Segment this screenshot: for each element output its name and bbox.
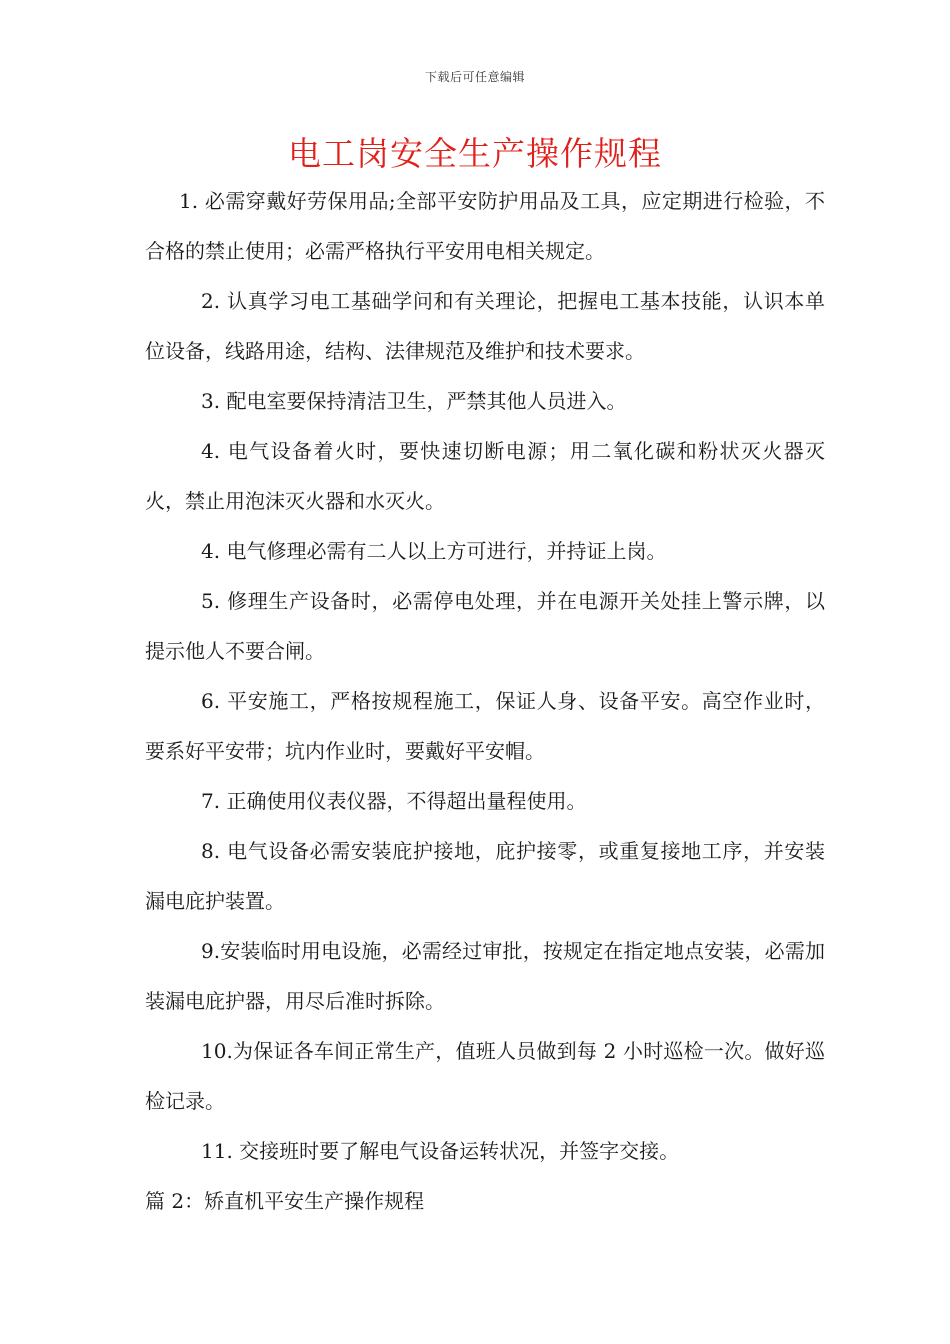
paragraph-item-6: 6. 平安施工，严格按规程施工，保证人身、设备平安。高空作业时，要系好平安带；坑内作业时，要戴好平安帽。 [145, 689, 825, 763]
header-note: 下载后可任意编辑 [424, 70, 525, 84]
paragraph-item-1: 1. 必需穿戴好劳保用品;全部平安防护用品及工具，应定期进行检验，不合格的禁止使用；必需严格执行平安用电相关规定。 [145, 189, 825, 263]
document-title: 电工岗安全生产操作规程 [288, 134, 662, 173]
paragraph-item-10: 10.为保证各车间正常生产，值班人员做到每 2 小时巡检一次。做好巡检记录。 [145, 1039, 825, 1113]
section-heading: 篇 2：矫直机平安生产操作规程 [145, 1189, 425, 1213]
paragraph-item-3: 3. 配电室要保持清洁卫生，严禁其他人员进入。 [201, 389, 627, 413]
paragraph-item-5: 5. 修理生产设备时，必需停电处理，并在电源开关处挂上警示牌，以提示他人不要合闸。 [145, 589, 825, 663]
paragraph-item-11: 11. 交接班时要了解电气设备运转状况，并签字交接。 [201, 1139, 680, 1163]
paragraph-item-9: 9.安装临时用电设施，必需经过审批，按规定在指定地点安装，必需加装漏电庇护器，用尽后准时拆除。 [145, 939, 825, 1013]
document-body [145, 176, 825, 1226]
paragraph-item-4a: 4. 电气设备着火时，要快速切断电源；用二氧化碳和粉状灭火器灭火，禁止用泡沫灭火器和水灭火。 [145, 439, 825, 513]
paragraph-item-8: 8. 电气设备必需安装庇护接地，庇护接零，或重复接地工序，并安装漏电庇护装置。 [145, 839, 825, 913]
paragraph-item-2: 2. 认真学习电工基础学问和有关理论，把握电工基本技能，认识本单位设备，线路用途，结构、法律规范及维护和技术要求。 [145, 289, 825, 363]
paragraph-item-4b: 4. 电气修理必需有二人以上方可进行，并持证上岗。 [201, 539, 667, 563]
paragraph-item-7: 7. 正确使用仪表仪器，不得超出量程使用。 [201, 789, 587, 813]
